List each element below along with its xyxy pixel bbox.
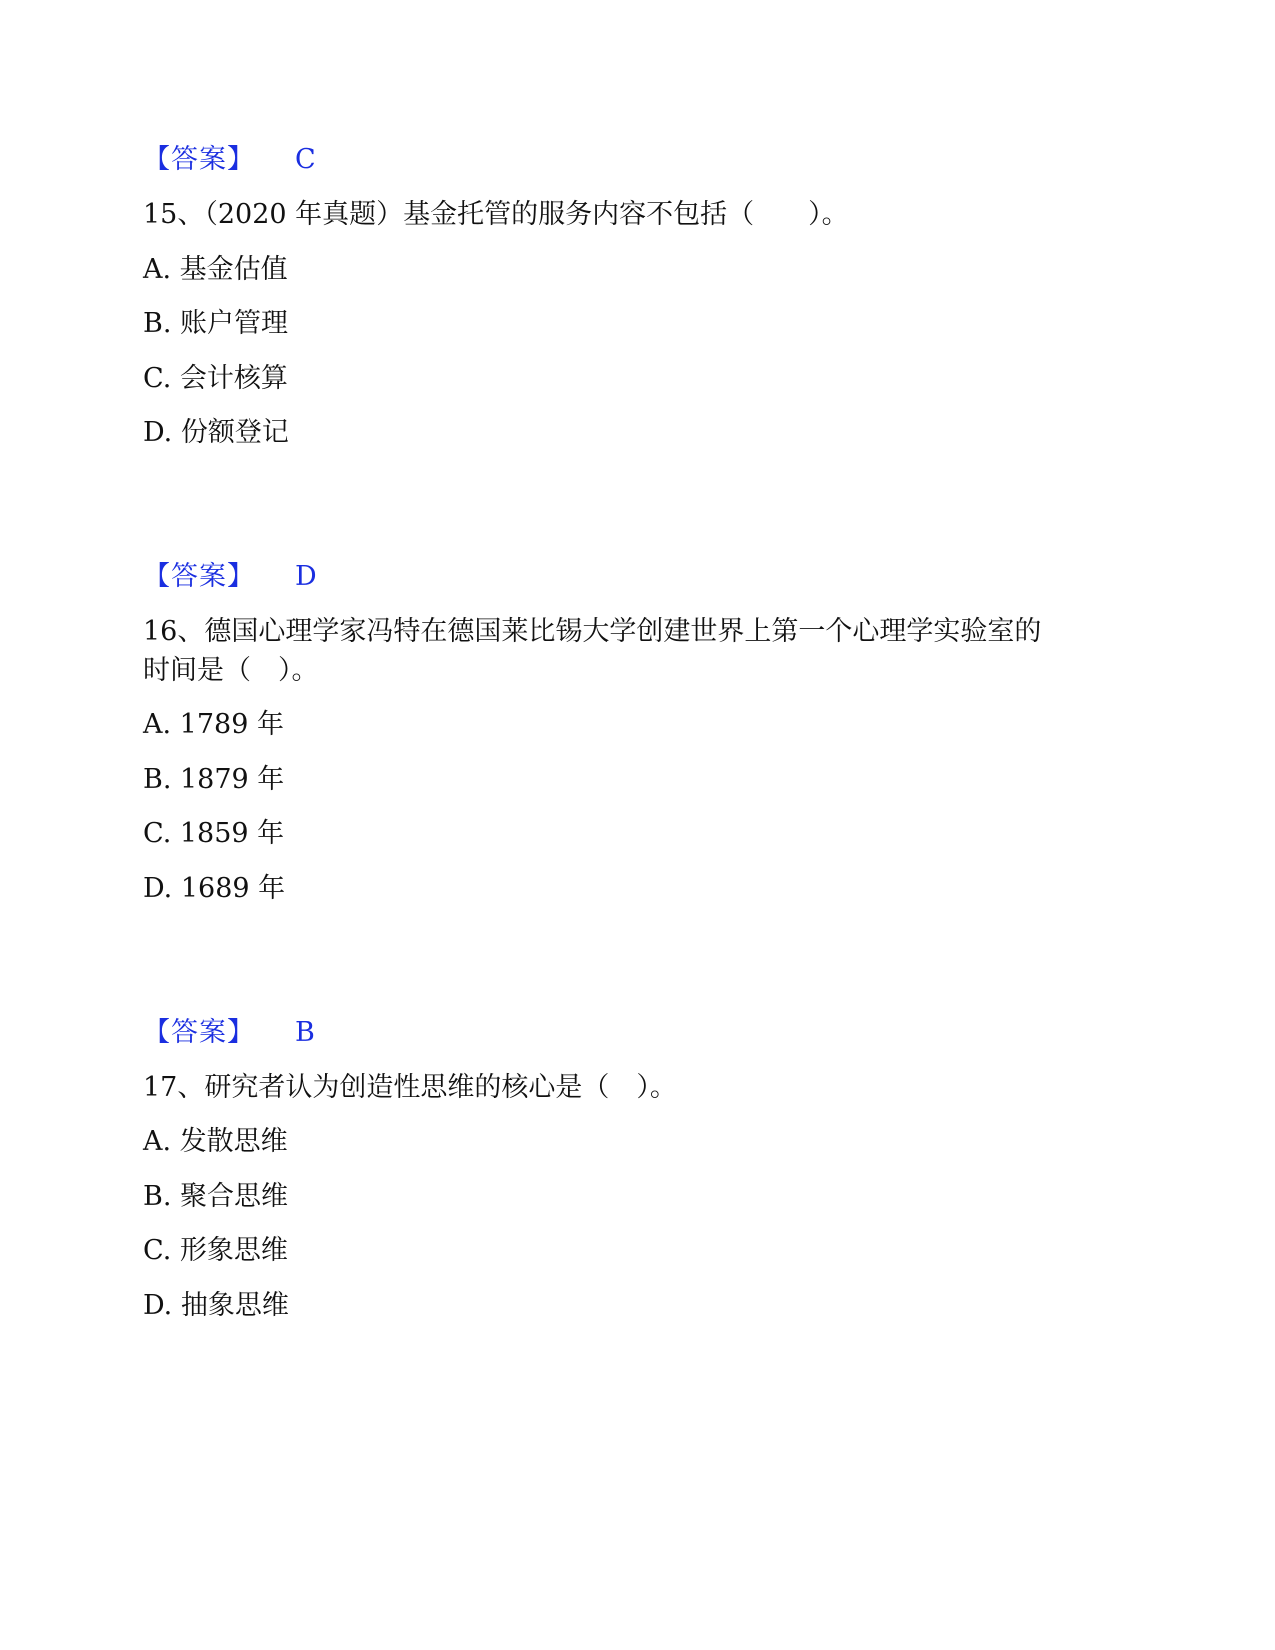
answer-label: 【答案】 <box>143 144 255 175</box>
question-text: 16、德国心理学家冯特在德国莱比锡大学创建世界上第一个心理学实验室的 <box>143 616 1042 647</box>
option-a: A. 基金估值 <box>143 254 288 285</box>
option-b: B. 账户管理 <box>143 308 289 339</box>
answer-label: 【答案】 <box>143 1017 255 1048</box>
answer-value: C <box>295 144 316 175</box>
answer-line <box>143 558 543 596</box>
option-c: C. 1859 年 <box>143 818 285 849</box>
option-d: D. 1689 年 <box>143 873 286 904</box>
option-d: D. 抽象思维 <box>143 1290 289 1321</box>
answer-line <box>143 1014 543 1052</box>
option-b: B. 聚合思维 <box>143 1181 289 1212</box>
answer-label: 【答案】 <box>143 561 255 592</box>
option-b: B. 1879 年 <box>143 764 285 795</box>
question-text-continued: 时间是（ ）。 <box>143 655 319 686</box>
question-text: 17、研究者认为创造性思维的核心是（ ）。 <box>143 1072 677 1103</box>
option-d: D. 份额登记 <box>143 417 289 448</box>
answer-line <box>143 141 543 179</box>
option-a: A. 1789 年 <box>143 709 284 740</box>
option-c: C. 会计核算 <box>143 363 288 394</box>
answer-value: D <box>295 561 317 592</box>
option-c: C. 形象思维 <box>143 1235 288 1266</box>
question-text: 15、（2020 年真题）基金托管的服务内容不包括（ ）。 <box>143 199 849 230</box>
option-a: A. 发散思维 <box>143 1126 288 1157</box>
answer-value: B <box>295 1017 315 1048</box>
